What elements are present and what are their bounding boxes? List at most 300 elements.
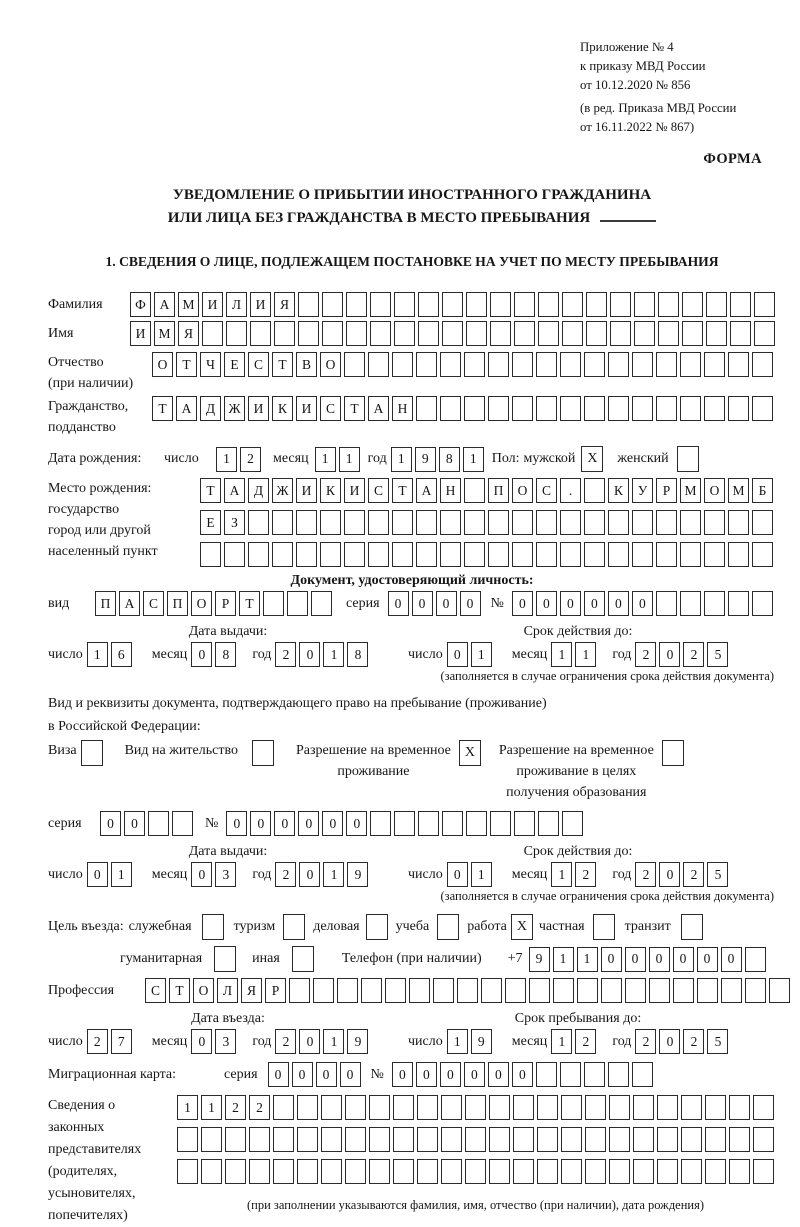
char-cell[interactable] [346, 321, 367, 346]
char-cell[interactable]: 2 [275, 642, 296, 667]
char-cell[interactable] [728, 542, 749, 567]
char-cell[interactable] [440, 396, 461, 421]
char-cell[interactable] [344, 510, 365, 535]
char-cell[interactable]: 0 [447, 642, 468, 667]
char-cell[interactable]: 9 [471, 1029, 492, 1054]
char-cell[interactable] [656, 352, 677, 377]
char-cell[interactable] [682, 292, 703, 317]
char-cell[interactable]: Н [392, 396, 413, 421]
char-cell[interactable]: 1 [87, 642, 108, 667]
purpose-business-checkbox[interactable] [202, 914, 224, 940]
char-cell[interactable]: 3 [215, 862, 236, 887]
char-cell[interactable] [704, 591, 725, 616]
char-cell[interactable] [705, 1127, 726, 1152]
char-cell[interactable] [287, 591, 308, 616]
char-cell[interactable] [201, 1127, 222, 1152]
char-cell[interactable]: 0 [721, 947, 742, 972]
char-cell[interactable]: 0 [124, 811, 145, 836]
char-cell[interactable]: М [728, 478, 749, 503]
char-cell[interactable]: 5 [707, 862, 728, 887]
char-cell[interactable] [296, 542, 317, 567]
char-cell[interactable] [322, 321, 343, 346]
char-cell[interactable] [512, 542, 533, 567]
char-cell[interactable] [584, 352, 605, 377]
char-cell[interactable] [536, 542, 557, 567]
char-cell[interactable]: 9 [347, 1029, 368, 1054]
char-cell[interactable]: С [143, 591, 164, 616]
char-cell[interactable] [632, 396, 653, 421]
char-cell[interactable]: 0 [512, 1062, 533, 1087]
char-cell[interactable]: 0 [100, 811, 121, 836]
char-cell[interactable]: И [250, 292, 271, 317]
char-cell[interactable]: 0 [659, 1029, 680, 1054]
char-cell[interactable] [466, 321, 487, 346]
char-cell[interactable]: Ж [224, 396, 245, 421]
char-cell[interactable]: 0 [299, 862, 320, 887]
char-cell[interactable] [464, 478, 485, 503]
char-cell[interactable] [225, 1127, 246, 1152]
char-cell[interactable]: 0 [460, 591, 481, 616]
char-cell[interactable] [752, 591, 773, 616]
char-cell[interactable] [344, 352, 365, 377]
char-cell[interactable]: 0 [608, 591, 629, 616]
char-cell[interactable] [418, 811, 439, 836]
purpose-other-checkbox[interactable] [292, 946, 314, 972]
char-cell[interactable] [418, 292, 439, 317]
char-cell[interactable]: 0 [299, 642, 320, 667]
char-cell[interactable] [249, 1127, 270, 1152]
char-cell[interactable] [657, 1127, 678, 1152]
char-cell[interactable] [392, 542, 413, 567]
char-cell[interactable]: 1 [471, 862, 492, 887]
char-cell[interactable] [488, 510, 509, 535]
char-cell[interactable] [608, 352, 629, 377]
char-cell[interactable] [274, 321, 295, 346]
char-cell[interactable] [536, 396, 557, 421]
char-cell[interactable]: 2 [683, 642, 704, 667]
char-cell[interactable]: 0 [488, 1062, 509, 1087]
char-cell[interactable] [585, 1127, 606, 1152]
char-cell[interactable]: Я [178, 321, 199, 346]
char-cell[interactable] [441, 1095, 462, 1120]
char-cell[interactable]: С [248, 352, 269, 377]
char-cell[interactable]: А [224, 478, 245, 503]
char-cell[interactable]: К [320, 478, 341, 503]
char-cell[interactable] [370, 321, 391, 346]
char-cell[interactable] [529, 978, 550, 1003]
temp-permit-checkbox[interactable]: X [459, 740, 481, 766]
char-cell[interactable] [633, 1127, 654, 1152]
char-cell[interactable]: 2 [225, 1095, 246, 1120]
char-cell[interactable]: 0 [436, 591, 457, 616]
char-cell[interactable] [560, 542, 581, 567]
char-cell[interactable]: 0 [632, 591, 653, 616]
char-cell[interactable] [584, 396, 605, 421]
char-cell[interactable]: В [296, 352, 317, 377]
char-cell[interactable] [609, 1127, 630, 1152]
char-cell[interactable] [753, 1095, 774, 1120]
char-cell[interactable]: Я [241, 978, 262, 1003]
char-cell[interactable]: О [193, 978, 214, 1003]
char-cell[interactable] [681, 1127, 702, 1152]
char-cell[interactable]: И [202, 292, 223, 317]
char-cell[interactable]: 2 [249, 1095, 270, 1120]
char-cell[interactable] [297, 1095, 318, 1120]
char-cell[interactable] [608, 1062, 629, 1087]
char-cell[interactable] [634, 292, 655, 317]
sex-female-checkbox[interactable] [677, 446, 699, 472]
char-cell[interactable] [368, 352, 389, 377]
char-cell[interactable]: С [145, 978, 166, 1003]
char-cell[interactable]: 0 [673, 947, 694, 972]
char-cell[interactable]: 1 [551, 642, 572, 667]
char-cell[interactable]: 0 [87, 862, 108, 887]
char-cell[interactable]: 1 [447, 1029, 468, 1054]
char-cell[interactable]: К [608, 478, 629, 503]
char-cell[interactable] [728, 396, 749, 421]
purpose-study-checkbox[interactable] [437, 914, 459, 940]
char-cell[interactable]: 1 [339, 447, 360, 472]
char-cell[interactable] [704, 396, 725, 421]
char-cell[interactable]: Я [274, 292, 295, 317]
char-cell[interactable] [346, 292, 367, 317]
char-cell[interactable]: О [191, 591, 212, 616]
char-cell[interactable] [464, 510, 485, 535]
char-cell[interactable] [311, 591, 332, 616]
char-cell[interactable]: М [680, 478, 701, 503]
char-cell[interactable]: Д [200, 396, 221, 421]
char-cell[interactable] [368, 542, 389, 567]
char-cell[interactable] [392, 510, 413, 535]
char-cell[interactable]: П [95, 591, 116, 616]
char-cell[interactable]: С [536, 478, 557, 503]
char-cell[interactable]: 1 [323, 1029, 344, 1054]
char-cell[interactable] [466, 811, 487, 836]
char-cell[interactable]: 3 [215, 1029, 236, 1054]
char-cell[interactable]: 0 [560, 591, 581, 616]
char-cell[interactable] [754, 292, 775, 317]
char-cell[interactable]: 0 [226, 811, 247, 836]
sex-male-checkbox[interactable]: X [581, 446, 603, 472]
char-cell[interactable]: И [130, 321, 151, 346]
char-cell[interactable] [656, 591, 677, 616]
char-cell[interactable] [488, 396, 509, 421]
char-cell[interactable] [584, 1062, 605, 1087]
char-cell[interactable] [465, 1127, 486, 1152]
char-cell[interactable]: 0 [250, 811, 271, 836]
char-cell[interactable]: Т [169, 978, 190, 1003]
char-cell[interactable] [416, 396, 437, 421]
char-cell[interactable]: Р [215, 591, 236, 616]
char-cell[interactable]: 0 [292, 1062, 313, 1087]
char-cell[interactable]: 2 [575, 1029, 596, 1054]
char-cell[interactable]: 0 [299, 1029, 320, 1054]
char-cell[interactable] [337, 978, 358, 1003]
char-cell[interactable] [417, 1095, 438, 1120]
char-cell[interactable] [513, 1095, 534, 1120]
char-cell[interactable] [394, 321, 415, 346]
char-cell[interactable] [680, 591, 701, 616]
char-cell[interactable] [608, 510, 629, 535]
char-cell[interactable] [464, 542, 485, 567]
purpose-work-checkbox[interactable]: X [511, 914, 533, 940]
char-cell[interactable]: Е [224, 352, 245, 377]
char-cell[interactable] [490, 811, 511, 836]
char-cell[interactable] [464, 352, 485, 377]
char-cell[interactable] [481, 978, 502, 1003]
char-cell[interactable]: М [178, 292, 199, 317]
char-cell[interactable] [680, 510, 701, 535]
char-cell[interactable]: Р [656, 478, 677, 503]
char-cell[interactable] [536, 1062, 557, 1087]
char-cell[interactable] [728, 591, 749, 616]
char-cell[interactable] [577, 978, 598, 1003]
char-cell[interactable] [248, 510, 269, 535]
char-cell[interactable]: Д [248, 478, 269, 503]
char-cell[interactable]: 1 [551, 862, 572, 887]
purpose-tourism-checkbox[interactable] [283, 914, 305, 940]
char-cell[interactable] [745, 947, 766, 972]
char-cell[interactable]: 2 [683, 862, 704, 887]
char-cell[interactable]: 0 [659, 862, 680, 887]
char-cell[interactable]: 1 [216, 447, 237, 472]
char-cell[interactable] [488, 542, 509, 567]
char-cell[interactable]: 0 [322, 811, 343, 836]
char-cell[interactable] [553, 978, 574, 1003]
char-cell[interactable]: 0 [625, 947, 646, 972]
edu-permit-checkbox[interactable] [662, 740, 684, 766]
char-cell[interactable] [536, 352, 557, 377]
char-cell[interactable]: М [154, 321, 175, 346]
char-cell[interactable] [656, 542, 677, 567]
char-cell[interactable] [560, 1062, 581, 1087]
char-cell[interactable] [313, 978, 334, 1003]
char-cell[interactable]: 1 [551, 1029, 572, 1054]
char-cell[interactable] [680, 352, 701, 377]
char-cell[interactable] [433, 978, 454, 1003]
char-cell[interactable]: 2 [87, 1029, 108, 1054]
char-cell[interactable] [368, 510, 389, 535]
char-cell[interactable]: 0 [412, 591, 433, 616]
char-cell[interactable] [537, 1127, 558, 1152]
char-cell[interactable]: 5 [707, 1029, 728, 1054]
char-cell[interactable]: 0 [392, 1062, 413, 1087]
char-cell[interactable] [440, 510, 461, 535]
char-cell[interactable]: 0 [346, 811, 367, 836]
char-cell[interactable]: Т [272, 352, 293, 377]
char-cell[interactable]: И [296, 478, 317, 503]
char-cell[interactable]: 7 [111, 1029, 132, 1054]
char-cell[interactable] [296, 510, 317, 535]
char-cell[interactable]: 6 [111, 642, 132, 667]
char-cell[interactable] [370, 292, 391, 317]
char-cell[interactable] [752, 352, 773, 377]
char-cell[interactable]: 1 [577, 947, 598, 972]
char-cell[interactable] [752, 396, 773, 421]
char-cell[interactable] [320, 542, 341, 567]
char-cell[interactable] [298, 292, 319, 317]
char-cell[interactable] [344, 542, 365, 567]
char-cell[interactable]: 0 [388, 591, 409, 616]
char-cell[interactable] [263, 591, 284, 616]
char-cell[interactable] [682, 321, 703, 346]
char-cell[interactable]: 2 [635, 1029, 656, 1054]
char-cell[interactable] [505, 978, 526, 1003]
char-cell[interactable] [416, 510, 437, 535]
char-cell[interactable]: 0 [659, 642, 680, 667]
char-cell[interactable] [745, 978, 766, 1003]
char-cell[interactable] [562, 321, 583, 346]
char-cell[interactable] [536, 510, 557, 535]
char-cell[interactable] [514, 292, 535, 317]
char-cell[interactable] [769, 978, 790, 1003]
char-cell[interactable]: Ж [272, 478, 293, 503]
char-cell[interactable] [490, 321, 511, 346]
char-cell[interactable] [512, 510, 533, 535]
char-cell[interactable] [704, 352, 725, 377]
char-cell[interactable]: И [296, 396, 317, 421]
char-cell[interactable] [369, 1095, 390, 1120]
char-cell[interactable] [673, 978, 694, 1003]
char-cell[interactable]: 0 [191, 1029, 212, 1054]
char-cell[interactable]: 0 [536, 591, 557, 616]
char-cell[interactable]: Ф [130, 292, 151, 317]
char-cell[interactable]: 9 [415, 447, 436, 472]
char-cell[interactable] [442, 292, 463, 317]
char-cell[interactable] [656, 396, 677, 421]
char-cell[interactable] [680, 396, 701, 421]
char-cell[interactable] [417, 1127, 438, 1152]
char-cell[interactable] [632, 542, 653, 567]
char-cell[interactable] [538, 811, 559, 836]
char-cell[interactable]: 5 [707, 642, 728, 667]
char-cell[interactable]: 0 [268, 1062, 289, 1087]
char-cell[interactable]: 1 [575, 642, 596, 667]
char-cell[interactable]: О [512, 478, 533, 503]
char-cell[interactable] [393, 1095, 414, 1120]
char-cell[interactable]: . [560, 478, 581, 503]
char-cell[interactable] [754, 321, 775, 346]
char-cell[interactable] [490, 292, 511, 317]
char-cell[interactable]: 0 [316, 1062, 337, 1087]
char-cell[interactable]: 2 [275, 1029, 296, 1054]
char-cell[interactable] [706, 292, 727, 317]
char-cell[interactable] [728, 352, 749, 377]
char-cell[interactable] [658, 321, 679, 346]
char-cell[interactable] [728, 510, 749, 535]
char-cell[interactable] [730, 292, 751, 317]
char-cell[interactable] [560, 396, 581, 421]
char-cell[interactable]: 8 [439, 447, 460, 472]
char-cell[interactable]: Н [440, 478, 461, 503]
char-cell[interactable] [633, 1095, 654, 1120]
char-cell[interactable] [729, 1127, 750, 1152]
char-cell[interactable] [632, 1062, 653, 1087]
char-cell[interactable] [394, 811, 415, 836]
char-cell[interactable] [705, 1095, 726, 1120]
char-cell[interactable] [416, 352, 437, 377]
char-cell[interactable] [704, 510, 725, 535]
char-cell[interactable]: О [320, 352, 341, 377]
char-cell[interactable] [489, 1095, 510, 1120]
char-cell[interactable]: 0 [584, 591, 605, 616]
char-cell[interactable] [584, 542, 605, 567]
char-cell[interactable] [752, 510, 773, 535]
char-cell[interactable] [584, 510, 605, 535]
char-cell[interactable]: 1 [553, 947, 574, 972]
char-cell[interactable]: 9 [347, 862, 368, 887]
char-cell[interactable] [586, 321, 607, 346]
char-cell[interactable] [273, 1127, 294, 1152]
char-cell[interactable]: Т [344, 396, 365, 421]
purpose-commercial-checkbox[interactable] [366, 914, 388, 940]
char-cell[interactable]: А [154, 292, 175, 317]
char-cell[interactable] [465, 1095, 486, 1120]
char-cell[interactable] [321, 1095, 342, 1120]
char-cell[interactable]: 1 [315, 447, 336, 472]
char-cell[interactable] [658, 292, 679, 317]
char-cell[interactable] [172, 811, 193, 836]
char-cell[interactable] [369, 1127, 390, 1152]
char-cell[interactable]: С [368, 478, 389, 503]
char-cell[interactable] [418, 321, 439, 346]
char-cell[interactable] [680, 542, 701, 567]
char-cell[interactable]: 0 [464, 1062, 485, 1087]
char-cell[interactable]: 1 [463, 447, 484, 472]
char-cell[interactable]: 1 [177, 1095, 198, 1120]
char-cell[interactable] [681, 1095, 702, 1120]
char-cell[interactable] [226, 321, 247, 346]
char-cell[interactable]: Б [752, 478, 773, 503]
char-cell[interactable] [561, 1095, 582, 1120]
char-cell[interactable]: 0 [601, 947, 622, 972]
char-cell[interactable] [392, 352, 413, 377]
char-cell[interactable] [297, 1127, 318, 1152]
char-cell[interactable] [393, 1127, 414, 1152]
char-cell[interactable] [560, 510, 581, 535]
char-cell[interactable] [656, 510, 677, 535]
char-cell[interactable]: 2 [683, 1029, 704, 1054]
char-cell[interactable] [457, 978, 478, 1003]
char-cell[interactable]: 2 [635, 642, 656, 667]
purpose-humanitarian-checkbox[interactable] [214, 946, 236, 972]
char-cell[interactable] [632, 352, 653, 377]
char-cell[interactable]: А [368, 396, 389, 421]
char-cell[interactable] [370, 811, 391, 836]
char-cell[interactable]: И [344, 478, 365, 503]
char-cell[interactable]: 0 [274, 811, 295, 836]
purpose-private-checkbox[interactable] [593, 914, 615, 940]
char-cell[interactable]: 9 [529, 947, 550, 972]
char-cell[interactable] [385, 978, 406, 1003]
char-cell[interactable]: Л [226, 292, 247, 317]
char-cell[interactable] [609, 1095, 630, 1120]
char-cell[interactable]: 0 [340, 1062, 361, 1087]
char-cell[interactable]: 2 [240, 447, 261, 472]
char-cell[interactable] [706, 321, 727, 346]
char-cell[interactable] [320, 510, 341, 535]
char-cell[interactable] [562, 292, 583, 317]
char-cell[interactable]: 1 [111, 862, 132, 887]
char-cell[interactable] [752, 542, 773, 567]
char-cell[interactable] [224, 542, 245, 567]
char-cell[interactable] [730, 321, 751, 346]
char-cell[interactable] [649, 978, 670, 1003]
char-cell[interactable] [584, 478, 605, 503]
char-cell[interactable]: О [152, 352, 173, 377]
char-cell[interactable] [514, 321, 535, 346]
char-cell[interactable]: Т [239, 591, 260, 616]
